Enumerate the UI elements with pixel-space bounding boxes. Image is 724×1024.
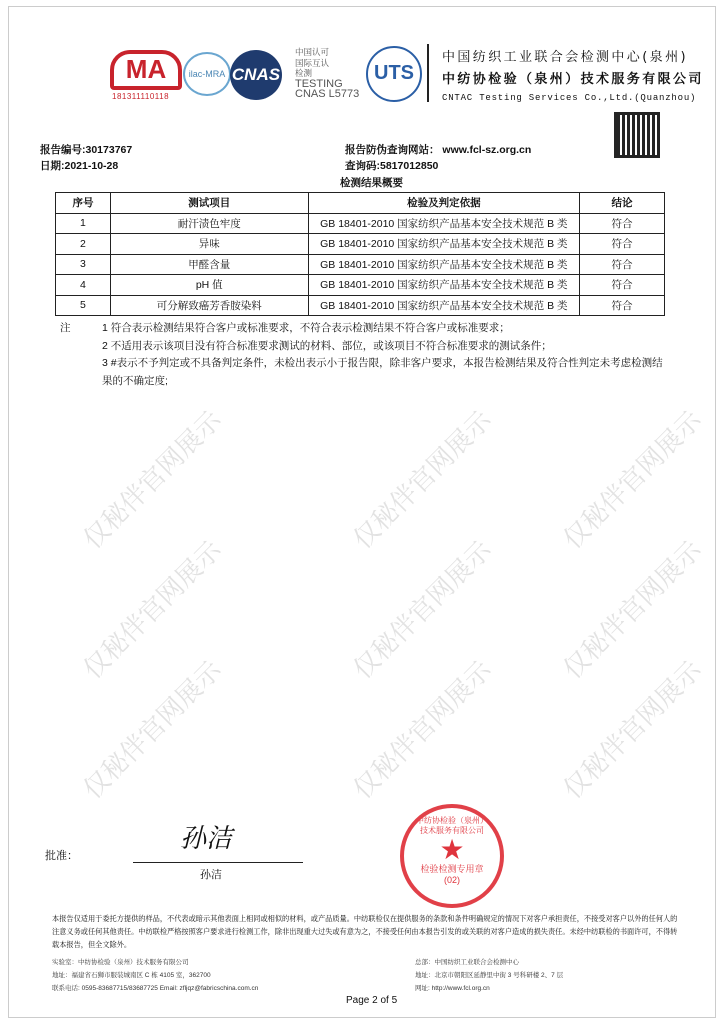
- page-number: Page 2 of 5: [346, 995, 398, 1006]
- table-cell: GB 18401-2010 国家纺织产品基本安全技术规范 B 类: [308, 295, 580, 316]
- table-cell: GB 18401-2010 国家纺织产品基本安全技术规范 B 类: [308, 254, 580, 275]
- table-cell: 异味: [110, 234, 308, 255]
- note-item: 3 #表示不予判定或不具备判定条件，未检出表示小于报告限，除非客户要求，本报告检测结果及符合性判定未考虑检测结果的不确定度;: [102, 357, 663, 387]
- uts-logo: UTS: [366, 46, 422, 102]
- table-cell: GB 18401-2010 国家纺织产品基本安全技术规范 B 类: [308, 275, 580, 296]
- stamp-ring-text: 中纺协检验（泉州）技术服务有限公司: [416, 816, 488, 835]
- cnas-line: 国际互认: [295, 57, 330, 68]
- table-cell: 甲醛含量: [110, 254, 308, 275]
- org-name-en: CNTAC Testing Services Co.,Ltd.(Quanzhou): [442, 93, 697, 103]
- watermark-text: 仅秘伴官网展示: [347, 405, 498, 556]
- watermark-text: 仅秘伴官网展示: [77, 405, 228, 556]
- col-header: 检验及判定依据: [308, 193, 580, 214]
- table-cell: GB 18401-2010 国家纺织产品基本安全技术规范 B 类: [308, 213, 580, 234]
- qr-code: [614, 112, 660, 158]
- cnas-line: CNAS L5773: [295, 88, 360, 100]
- lab-address: 地址：福建省石狮市服装城南区 C 栋 4105 室，362700: [52, 972, 211, 979]
- table-cell: 5: [56, 295, 111, 316]
- watermark-text: 仅秘伴官网展示: [557, 535, 708, 686]
- hq-address: 地址：北京市朝阳区延静里中街 3 号科研楼 2、7 层: [415, 972, 564, 979]
- verify-site: 报告防伪查询网站： www.fcl-sz.org.cn: [345, 144, 532, 156]
- table-cell: 符合: [580, 295, 665, 316]
- table-cell: 3: [56, 254, 111, 275]
- signature-line: [133, 862, 303, 863]
- table-cell: 4: [56, 275, 111, 296]
- table-row: [56, 234, 665, 255]
- table-row: [56, 254, 665, 275]
- watermark-text: 仅秘伴官网展示: [557, 405, 708, 556]
- watermark-text: 仅秘伴官网展示: [77, 535, 228, 686]
- table-cell: 1: [56, 213, 111, 234]
- stamp-code: (02): [443, 875, 460, 885]
- note-item: 1 符合表示检测结果符合客户或标准要求，不符合表示检测结果不符合客户或标准要求；: [102, 322, 510, 334]
- query-code: 查询码:5817012850: [345, 160, 439, 172]
- cnas-line: TESTING: [295, 77, 343, 90]
- table-row: [56, 213, 665, 234]
- table-cell: 符合: [580, 234, 665, 255]
- lab-contact: 联系电话: 0595-83687715/83687725 Email: zfljqz@fabricschina.com.cn: [52, 985, 259, 992]
- table-header-row: [56, 193, 665, 214]
- col-header: 序号: [56, 193, 111, 214]
- watermark-text: 仅秘伴官网展示: [347, 655, 498, 806]
- header-divider: [427, 44, 429, 102]
- cnas-line: 中国认可: [295, 47, 330, 57]
- footer-hq: [415, 956, 563, 995]
- col-header: 测试项目: [110, 193, 308, 214]
- table-row: [56, 275, 665, 296]
- col-header: 结论: [580, 193, 665, 214]
- cnas-line: 检测: [295, 68, 313, 78]
- cma-logo: MA: [110, 50, 182, 90]
- table-cell: 符合: [580, 213, 665, 234]
- disclaimer: 本报告仅适用于委托方提供的样品，不代表或暗示其他表面上相同或相似的材料，或产品质量。中纺联检仅在提供服务的条款和条件明确规定的情况下对客户承担责任，不接受对客户以外的任何人的注意义务或任何其他责任。中纺联检严格按照客户要求进行检测工作，除非出现重大过失或有意为之，不接受任何由本报告引发的或关联的对客户造成的损失责任。未经中纺联检的书面许可，不得转载本报告，但全文除外。: [52, 914, 678, 949]
- lab-name: 实验室：中纺协检验（泉州）技术服务有限公司: [52, 959, 189, 966]
- cnas-text: [295, 47, 359, 100]
- note-item: 2 不适用表示该项目没有符合标准要求测试的材料、部位，或该项目不符合标准要求的测试条件；: [102, 339, 552, 352]
- approver-name: 孙洁: [200, 869, 222, 881]
- summary-title: 检测结果概要: [340, 177, 403, 189]
- footer-lab: [52, 956, 258, 995]
- cnas-logo: CNAS: [230, 50, 282, 100]
- table-cell: GB 18401-2010 国家纺织产品基本安全技术规范 B 类: [308, 234, 580, 255]
- org-name-1: 中国纺织工业联合会检测中心(泉州): [442, 50, 688, 65]
- notes-label: 注: [60, 322, 71, 334]
- star-icon: ★: [439, 834, 465, 865]
- results-table: [55, 192, 665, 316]
- table-cell: 符合: [580, 254, 665, 275]
- table-cell: pH 值: [110, 275, 308, 296]
- table-cell: 符合: [580, 275, 665, 296]
- watermark-text: 仅秘伴官网展示: [557, 655, 708, 806]
- cma-number: 181311110118: [112, 92, 170, 101]
- report-date: 日期:2021-10-28: [40, 160, 119, 172]
- table-cell: 2: [56, 234, 111, 255]
- official-stamp: [400, 804, 504, 908]
- table-row: [56, 295, 665, 316]
- signature: 孙洁: [180, 824, 233, 854]
- ilac-logo: ilac-MRA: [183, 52, 231, 96]
- watermark-text: 仅秘伴官网展示: [77, 655, 228, 806]
- watermark-text: 仅秘伴官网展示: [347, 535, 498, 686]
- report-number: 报告编号:30173767: [40, 144, 133, 156]
- table-cell: 可分解致癌芳香胺染料: [110, 295, 308, 316]
- hq-website: 网址: http://www.fcl.org.cn: [415, 985, 490, 992]
- approval-label: 批准：: [45, 850, 78, 862]
- table-cell: 耐汗渍色牢度: [110, 213, 308, 234]
- notes: [60, 320, 680, 390]
- hq-name: 总部：中国纺织工业联合会检测中心: [415, 959, 519, 966]
- stamp-center: 检验检测专用章: [420, 864, 484, 874]
- org-name-2: 中纺协检验（泉州）技术服务有限公司: [442, 72, 704, 87]
